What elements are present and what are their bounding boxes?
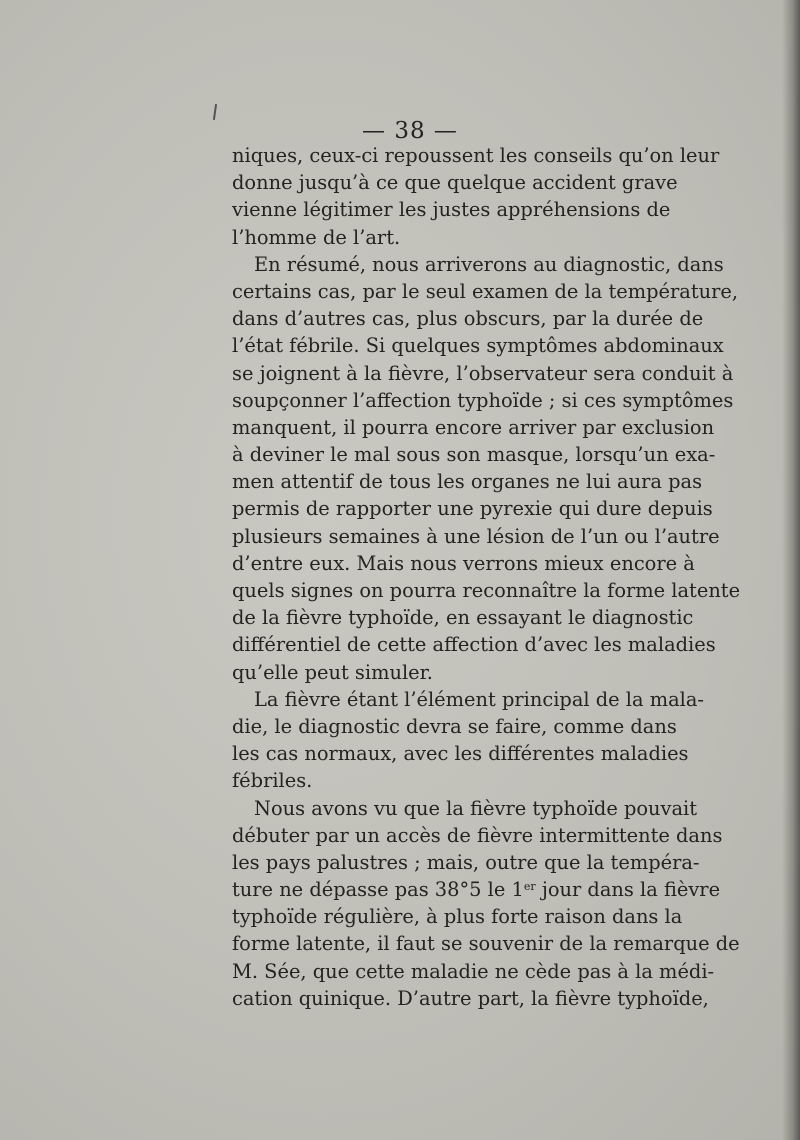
text-line: manquent, il pourra encore arriver par exclusion bbox=[232, 415, 715, 439]
text-line: vienne légitimer les justes appréhensions de bbox=[232, 198, 671, 222]
text-line: La fièvre étant l’élément principal de la mala- bbox=[254, 687, 704, 711]
text-line: se joignent à la fièvre, l’observateur sera conduit à bbox=[232, 361, 734, 385]
text-line: certains cas, par le seul examen de la température, bbox=[232, 279, 739, 303]
text-line: Nous avons vu que la fièvre typhoïde pouvait bbox=[254, 796, 698, 820]
text-line bbox=[232, 876, 721, 903]
text-line: à deviner le mal sous son masque, lorsqu’un exa- bbox=[232, 443, 716, 467]
text-line: plusieurs semaines à une lésion de l’un ou l’autre bbox=[232, 524, 720, 548]
text-line: forme latente, il faut se souvenir de la remarque de bbox=[232, 932, 740, 956]
text-line: d’entre eux. Mais nous verrons mieux encore à bbox=[232, 551, 695, 575]
ordinal-number: 1 bbox=[511, 878, 524, 902]
text-line: soupçonner l’affection typhoïde ; si ces symptômes bbox=[232, 388, 734, 412]
text-line: l’homme de l’art. bbox=[232, 225, 401, 249]
text-line: niques, ceux-ci repoussent les conseils qu’on leur bbox=[232, 144, 720, 167]
page-number: — 38 — bbox=[362, 118, 458, 144]
text-line: les cas normaux, avec les différentes maladies bbox=[232, 742, 689, 766]
text-line: die, le diagnostic devra se faire, comme dans bbox=[232, 714, 677, 738]
text-line: typhoïde régulière, à plus forte raison dans la bbox=[232, 905, 683, 929]
text-line: débuter par un accès de fièvre intermittente dans bbox=[232, 823, 723, 847]
text-line: quels signes on pourra reconnaître la forme latente bbox=[232, 579, 741, 602]
text-fragment: ture ne dépasse pas 38°5 le bbox=[232, 878, 506, 902]
text-line: l’état fébrile. Si quelques symptômes abdominaux bbox=[232, 334, 724, 358]
body-text bbox=[232, 142, 741, 1012]
text-line: dans d’autres cas, plus obscurs, par la durée de bbox=[232, 307, 704, 331]
ordinal-suffix: er bbox=[523, 880, 536, 894]
text-line: En résumé, nous arriverons au diagnostic, dans bbox=[254, 252, 724, 276]
text-line: cation quinique. D’autre part, la fièvre typhoïde, bbox=[232, 986, 709, 1010]
page-edge-shadow bbox=[782, 0, 800, 1140]
text-line: qu’elle peut simuler. bbox=[232, 660, 433, 684]
text-line: les pays palustres ; mais, outre que la tempéra- bbox=[232, 850, 700, 874]
text-line: fébriles. bbox=[232, 769, 313, 793]
text-line: permis de rapporter une pyrexie qui dure depuis bbox=[232, 497, 713, 521]
text-line: M. Sée, que cette maladie ne cède pas à la médi- bbox=[232, 959, 715, 983]
text-line: men attentif de tous les organes ne lui aura pas bbox=[232, 470, 703, 494]
text-line: donne jusqu’à ce que quelque accident grave bbox=[232, 171, 678, 195]
text-line: de la fièvre typhoïde, en essayant le diagnostic bbox=[232, 606, 694, 630]
text-line: différentiel de cette affection d’avec les maladies bbox=[232, 633, 716, 657]
text-fragment: jour dans la fièvre bbox=[541, 878, 721, 902]
